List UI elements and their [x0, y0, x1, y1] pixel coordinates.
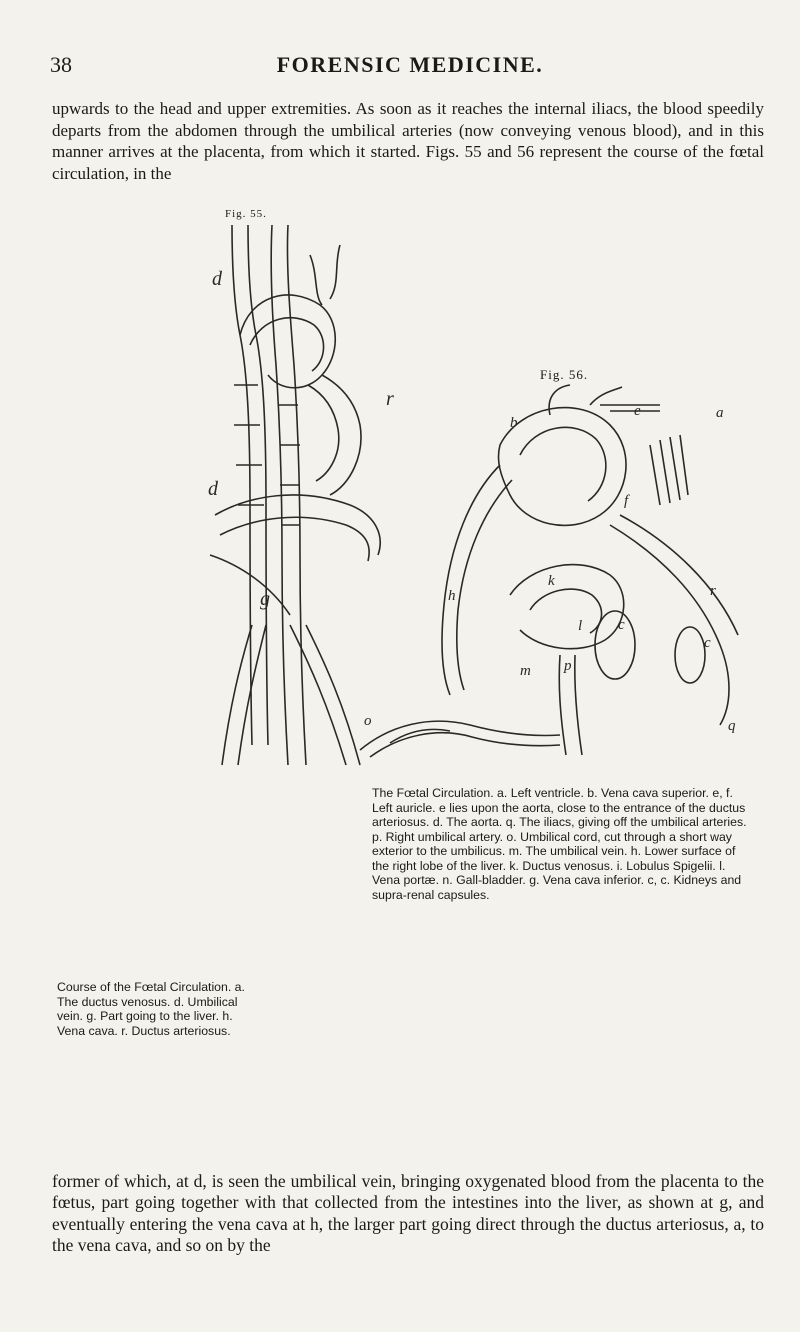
fig56-letter-b: b [510, 415, 518, 431]
fig55-letter-d-side: d [208, 478, 218, 500]
fig56-letter-o: o [364, 713, 372, 729]
fig56-letter-h: h [448, 588, 456, 604]
body-paragraph-top: upwards to the head and upper extremities. As soon as it reaches the internal iliacs, the blood speedily departs from the abdomen through the umbilical arteries (now conveying venous blood), and in this manner arrives at the placenta, from which it started. Figs. 55 and 56 represent the course of the fœtal circulation, in the [52, 99, 764, 183]
page-number: 38 [50, 52, 72, 77]
fig56-letter-c-right: c [704, 635, 711, 651]
fig56-letter-q: q [728, 718, 736, 734]
fig56-letter-c-left: c [618, 617, 625, 633]
body-paragraph-bottom: former of which, at d, is seen the umbilical vein, bringing oxygenated blood from the placenta to the fœtus, part going together with that collected from the intestines into the liver, as shown at g, and eventually entering the vena cava at h, the larger part going direct through the ductus arteriosus, a, to the vena cava, and so on by the [52, 1171, 764, 1255]
fig56-letter-r: r [710, 583, 716, 599]
running-title: FORENSIC MEDICINE. [276, 52, 544, 77]
fig56-letter-l: l [578, 618, 583, 634]
figure-56-label: Fig. 56. [540, 367, 589, 382]
figure-55-label: Fig. 55. [225, 208, 267, 220]
fig55-letter-r: r [386, 388, 394, 410]
page-header [50, 52, 770, 82]
fig56-letter-a: a [716, 405, 724, 421]
figure-56-illustration [360, 385, 760, 760]
fig56-letter-m: m [520, 663, 531, 679]
fig55-letter-g: g [260, 588, 270, 610]
fig55-letter-d-top: d [212, 268, 222, 290]
fig56-letter-p: p [564, 658, 572, 674]
fig56-letter-e: e [634, 403, 641, 419]
figure-56-caption: The Fœtal Circulation. a. Left ventricle. b. Vena cava superior. e, f. Left auricle. e lies upon the aorta, close to the entrance of the ductus arteriosus. d. The aorta. q. The iliacs, giving off the umbilical arteries. p. Right umbilical artery. o. Umbilical cord, cut through a short way exterior to the umbilicus. m. The umbilical vein. h. Lower surface of the right lobe of the liver. k. Ductus venosus. i. Lobulus Spigelii. l. Vena portæ. n. Gall-bladder. g. Vena cava inferior. c, c. Kidneys and supra-renal capsules. [372, 786, 747, 902]
fig56-letter-f: f [624, 493, 629, 509]
fig56-letter-k: k [548, 573, 555, 589]
figure-55-caption: Course of the Fœtal Circulation. a. The ductus venosus. d. Umbilical vein. g. Part going to the liver. h. Vena cava. r. Ductus arteriosus. [57, 980, 245, 1038]
